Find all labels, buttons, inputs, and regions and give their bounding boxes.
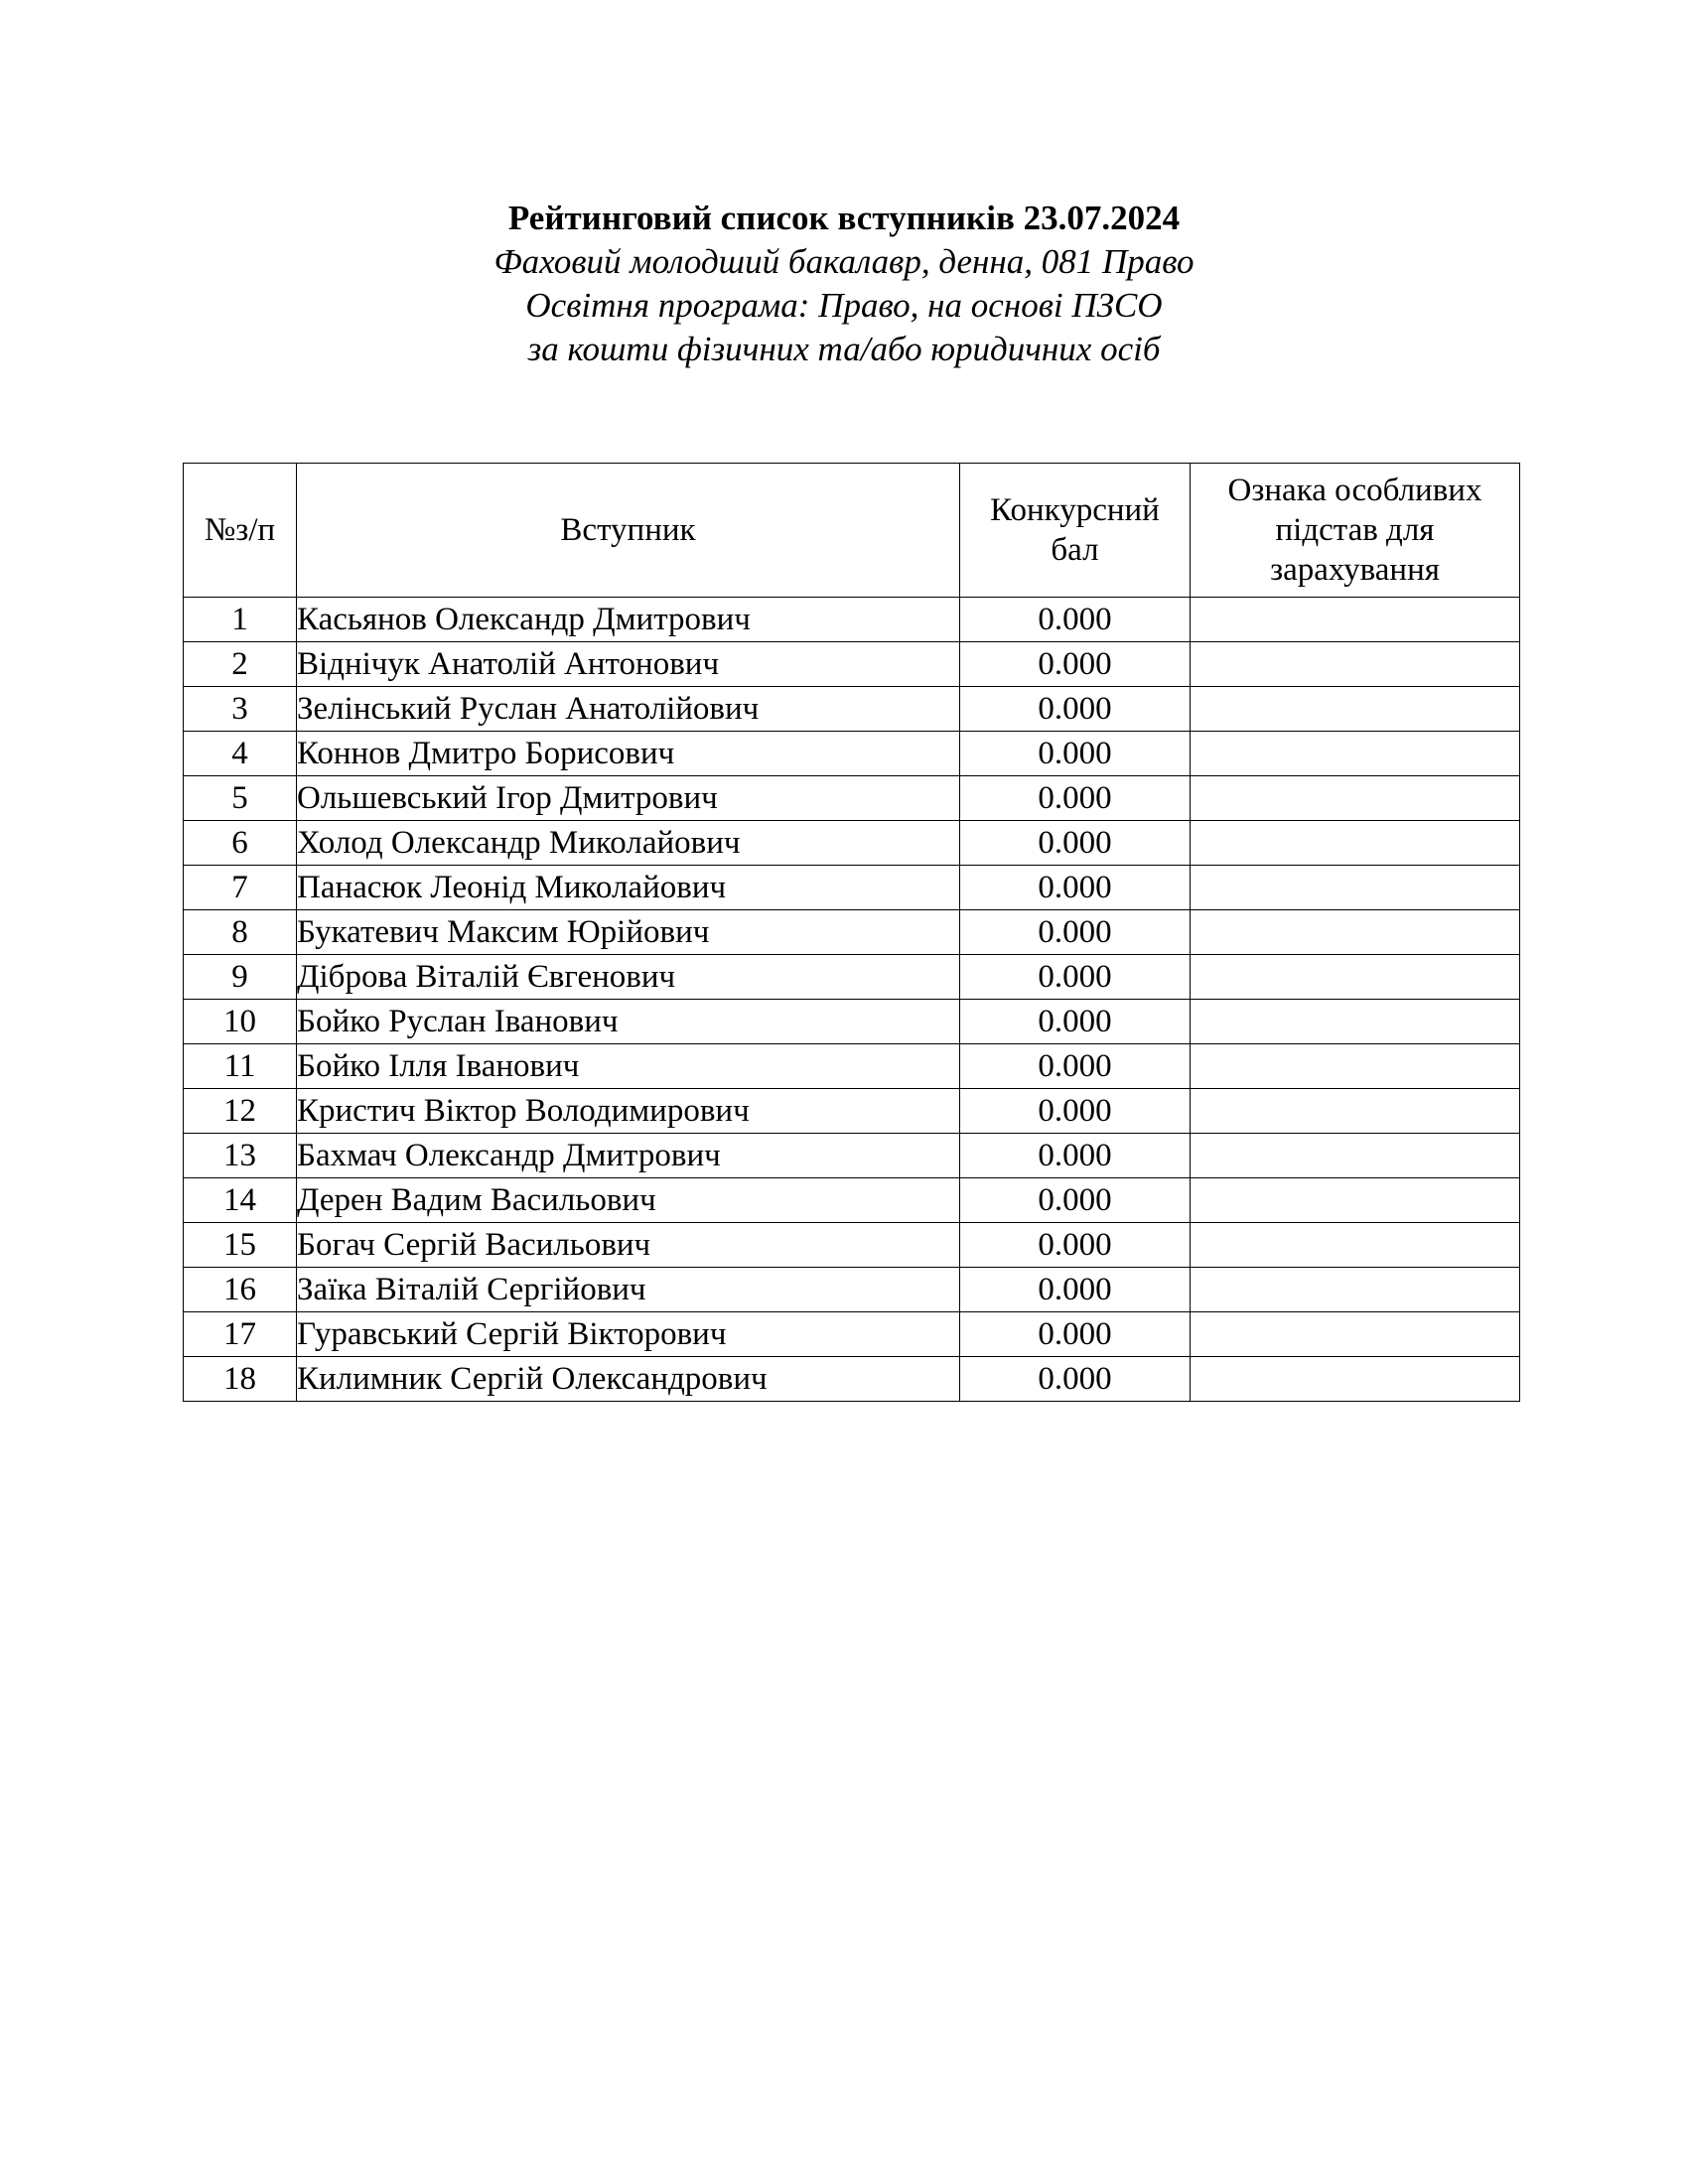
competitive-score-cell: 0.000 bbox=[960, 821, 1191, 866]
table-row bbox=[184, 1044, 1520, 1089]
table-row bbox=[184, 1134, 1520, 1178]
table-row bbox=[184, 642, 1520, 687]
special-grounds-cell bbox=[1191, 821, 1520, 866]
special-grounds-cell bbox=[1191, 866, 1520, 910]
competitive-score-cell: 0.000 bbox=[960, 1134, 1191, 1178]
column-header-score-line: бал bbox=[1051, 532, 1099, 568]
special-grounds-cell bbox=[1191, 1223, 1520, 1268]
special-grounds-cell bbox=[1191, 1268, 1520, 1312]
special-grounds-cell bbox=[1191, 1089, 1520, 1134]
competitive-score-cell: 0.000 bbox=[960, 866, 1191, 910]
special-grounds-cell bbox=[1191, 1312, 1520, 1357]
applicant-name-cell: Бойко Ілля Іванович bbox=[297, 1044, 960, 1089]
column-header-applicant: Вступник bbox=[297, 464, 960, 598]
program-name-line: Освітня програма: Право, на основі ПЗСО bbox=[525, 286, 1163, 325]
row-number-cell: 13 bbox=[184, 1134, 297, 1178]
competitive-score-cell: 0.000 bbox=[960, 1044, 1191, 1089]
document-title: Рейтинговий список вступників 23.07.2024 bbox=[507, 199, 1181, 237]
competitive-score-cell: 0.000 bbox=[960, 955, 1191, 1000]
competitive-score-cell: 0.000 bbox=[960, 1089, 1191, 1134]
program-level-line: Фаховий молодший бакалавр, денна, 081 Право bbox=[493, 242, 1195, 281]
applicant-name-cell: Дерен Вадим Васильович bbox=[297, 1178, 960, 1223]
competitive-score-cell: 0.000 bbox=[960, 1312, 1191, 1357]
table-row bbox=[184, 1223, 1520, 1268]
table-row bbox=[184, 866, 1520, 910]
competitive-score-cell: 0.000 bbox=[960, 598, 1191, 642]
row-number-cell: 17 bbox=[184, 1312, 297, 1357]
applicant-name-cell: Панасюк Леонід Миколайович bbox=[297, 866, 960, 910]
row-number-cell: 6 bbox=[184, 821, 297, 866]
row-number-cell: 4 bbox=[184, 732, 297, 776]
applicant-name-cell: Ольшевський Ігор Дмитрович bbox=[297, 776, 960, 821]
row-number-cell: 8 bbox=[184, 910, 297, 955]
row-number-cell: 11 bbox=[184, 1044, 297, 1089]
table-row bbox=[184, 910, 1520, 955]
document-header bbox=[0, 197, 1688, 371]
applicant-name-cell: Віднічук Анатолій Антонович bbox=[297, 642, 960, 687]
special-grounds-cell bbox=[1191, 1178, 1520, 1223]
column-header-special-grounds-line: підстав для bbox=[1275, 512, 1435, 548]
row-number-cell: 2 bbox=[184, 642, 297, 687]
row-number-cell: 1 bbox=[184, 598, 297, 642]
table-row bbox=[184, 955, 1520, 1000]
special-grounds-cell bbox=[1191, 598, 1520, 642]
special-grounds-cell bbox=[1191, 776, 1520, 821]
applicant-name-cell: Богач Сергій Васильович bbox=[297, 1223, 960, 1268]
table-body bbox=[184, 598, 1520, 1402]
special-grounds-cell bbox=[1191, 910, 1520, 955]
table-row bbox=[184, 598, 1520, 642]
row-number-cell: 16 bbox=[184, 1268, 297, 1312]
ranking-table bbox=[183, 463, 1520, 1402]
column-header-special-grounds bbox=[1191, 464, 1520, 598]
row-number-cell: 7 bbox=[184, 866, 297, 910]
competitive-score-cell: 0.000 bbox=[960, 910, 1191, 955]
competitive-score-cell: 0.000 bbox=[960, 1000, 1191, 1044]
table-row bbox=[184, 732, 1520, 776]
row-number-cell: 12 bbox=[184, 1089, 297, 1134]
competitive-score-cell: 0.000 bbox=[960, 732, 1191, 776]
special-grounds-cell bbox=[1191, 1044, 1520, 1089]
row-number-cell: 15 bbox=[184, 1223, 297, 1268]
table-row bbox=[184, 1000, 1520, 1044]
special-grounds-cell bbox=[1191, 642, 1520, 687]
competitive-score-cell: 0.000 bbox=[960, 776, 1191, 821]
applicant-name-cell: Зелінський Руслан Анатолійович bbox=[297, 687, 960, 732]
applicant-name-cell: Діброва Віталій Євгенович bbox=[297, 955, 960, 1000]
applicant-name-cell: Букатевич Максим Юрійович bbox=[297, 910, 960, 955]
table-header-row bbox=[184, 464, 1520, 598]
table-row bbox=[184, 687, 1520, 732]
row-number-cell: 10 bbox=[184, 1000, 297, 1044]
row-number-cell: 5 bbox=[184, 776, 297, 821]
column-header-special-grounds-line: зарахування bbox=[1270, 552, 1440, 588]
column-header-number: №з/п bbox=[184, 464, 297, 598]
row-number-cell: 3 bbox=[184, 687, 297, 732]
table-row bbox=[184, 1178, 1520, 1223]
special-grounds-cell bbox=[1191, 955, 1520, 1000]
competitive-score-cell: 0.000 bbox=[960, 687, 1191, 732]
applicant-name-cell: Бойко Руслан Іванович bbox=[297, 1000, 960, 1044]
column-header-score bbox=[960, 464, 1191, 598]
applicant-name-cell: Гуравський Сергій Вікторович bbox=[297, 1312, 960, 1357]
table-row bbox=[184, 1089, 1520, 1134]
table-row bbox=[184, 821, 1520, 866]
column-header-score-line: Конкурсний bbox=[990, 492, 1160, 528]
row-number-cell: 14 bbox=[184, 1178, 297, 1223]
table-row bbox=[184, 1357, 1520, 1402]
special-grounds-cell bbox=[1191, 1357, 1520, 1402]
applicant-name-cell: Заїка Віталій Сергійович bbox=[297, 1268, 960, 1312]
row-number-cell: 9 bbox=[184, 955, 297, 1000]
special-grounds-cell bbox=[1191, 687, 1520, 732]
special-grounds-cell bbox=[1191, 1134, 1520, 1178]
applicant-name-cell: Килимник Сергій Олександрович bbox=[297, 1357, 960, 1402]
funding-line: за кошти фізичних та/або юридичних осіб bbox=[527, 330, 1161, 368]
table-row bbox=[184, 1268, 1520, 1312]
table-row bbox=[184, 776, 1520, 821]
applicant-name-cell: Холод Олександр Миколайович bbox=[297, 821, 960, 866]
applicant-name-cell: Коннов Дмитро Борисович bbox=[297, 732, 960, 776]
applicant-name-cell: Касьянов Олександр Дмитрович bbox=[297, 598, 960, 642]
competitive-score-cell: 0.000 bbox=[960, 1223, 1191, 1268]
competitive-score-cell: 0.000 bbox=[960, 1268, 1191, 1312]
special-grounds-cell bbox=[1191, 732, 1520, 776]
competitive-score-cell: 0.000 bbox=[960, 1178, 1191, 1223]
table-row bbox=[184, 1312, 1520, 1357]
column-header-special-grounds-line: Ознака особливих bbox=[1227, 473, 1482, 508]
applicant-name-cell: Бахмач Олександр Дмитрович bbox=[297, 1134, 960, 1178]
competitive-score-cell: 0.000 bbox=[960, 642, 1191, 687]
row-number-cell: 18 bbox=[184, 1357, 297, 1402]
applicant-name-cell: Кристич Віктор Володимирович bbox=[297, 1089, 960, 1134]
competitive-score-cell: 0.000 bbox=[960, 1357, 1191, 1402]
special-grounds-cell bbox=[1191, 1000, 1520, 1044]
